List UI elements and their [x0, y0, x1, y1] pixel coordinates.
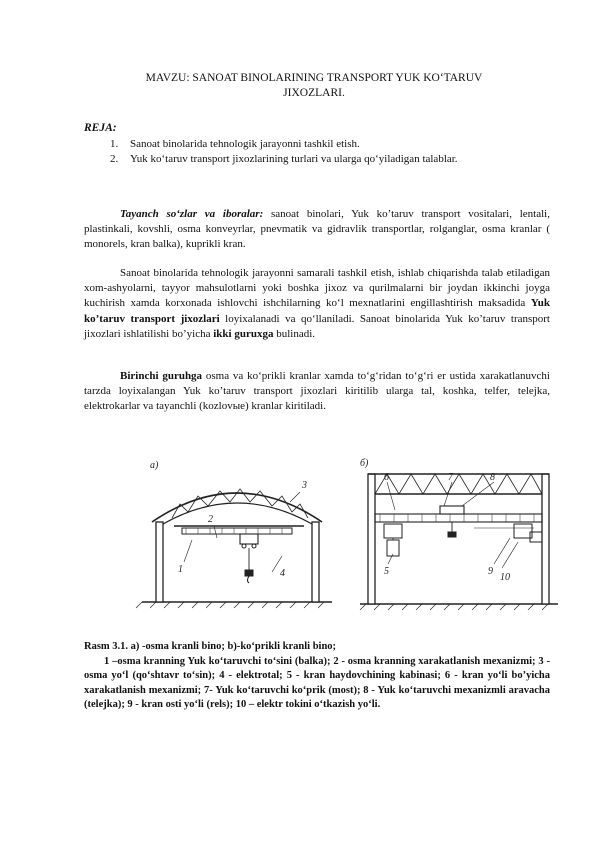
title-line-1: MAVZU: SANOAT BINOLARINING TRANSPORT YUK KO‘TARUV [145, 72, 483, 84]
figure-label-4: 4 [280, 568, 285, 579]
intro-bold-term: Yuk ko’taruv transport jixozlari [84, 297, 550, 325]
figure-label-9: 9 [488, 566, 493, 577]
intro-paragraph [84, 266, 550, 342]
page-title [84, 71, 544, 101]
crane-figure [122, 452, 562, 624]
plan-item-text: Sanoat binolarida tehnologik jarayonni tashkil etish. [130, 138, 360, 150]
first-group-paragraph [84, 369, 550, 415]
plan-list [110, 137, 550, 167]
figure-b-label: б) [360, 458, 369, 469]
figure-label-6: 6 [384, 472, 389, 483]
figure-label-8: 8 [490, 472, 495, 483]
keywords-text: sanoat binolari, Yuk ko’taruv transport vositalari, lentali, plastinkali, kovshli, osma konveyrlar, pnevmatik va gidravlik transportlar, rolganglar, osma kranlar ( monorels, kran balka), kuprikli kran. [84, 208, 550, 251]
figure-label-5: 5 [384, 566, 389, 577]
plan-item-number: 1. [110, 138, 119, 150]
intro-text-b: loyixalanadi va qo‘llaniladi. Sanoat binolarida Yuk ko’taruv transport jixozlari ishlatilishi bo’yicha [84, 312, 550, 340]
figure-label-1: 1 [178, 564, 183, 575]
figure-label-3: 3 [302, 480, 307, 491]
keywords-paragraph [84, 207, 550, 253]
keywords-heading: Tayanch so‘zlar va iboralar: [120, 208, 264, 220]
caption-legend: 1 –osma kranning Yuk ko‘taruvchi to‘sini (balka); 2 - osma kranning xarakatlanish mexanizmi; 3 - osma yo‘l (qo‘shtavr to‘sin); 4 - elektrotal; 5 - kran haydovchining kabinasi; 6 - kran yo‘li bo’yicha xarakatlanish mexanizmi; 7- Yuk ko‘taruvchi ko‘prik (most); 8 - Yuk ko‘taruvchi mexanizmli aravacha (telejka); 9 - kran osti yo‘li (rels); 10 – elektr tokini o‘tkazish yo‘li. [84, 655, 550, 710]
plan-item-text: Yuk ko‘taruv transport jixozlarining turlari va ularga qo‘yiladigan talablar. [130, 153, 458, 165]
figure-label-7: 7 [448, 472, 453, 483]
intro-text-c: bulinadi. [273, 327, 316, 340]
plan-label: REJA: [84, 122, 117, 134]
first-group-heading: Birinchi guruhga [120, 370, 203, 382]
intro-bold-groups: ikki guruxga [213, 327, 274, 340]
plan-item-number: 2. [110, 153, 119, 165]
caption-title: Rasm 3.1. a) -osma kranli bino; b)-ko‘prikli kranli bino; [84, 641, 337, 652]
figure-a-drawing [136, 489, 332, 608]
figure-b-drawing [360, 474, 558, 610]
title-line-2: JIXOZLARI. [283, 87, 345, 99]
first-group-text: osma va ko‘prikli kranlar xamda to‘g‘ridan to‘g‘ri er ustida xarakatlanuvchi tarzda loyixalangan Yuk ko’taruv transport jixozlari kiritilib ularga tal, koshka, telfer, telejka, elektrokarlar va tayanchli (kozlovые) kranlar kiritiladi. [84, 370, 550, 413]
figure-label-2: 2 [208, 514, 213, 525]
figure-a-label: a) [150, 460, 159, 471]
figure-caption [84, 640, 550, 713]
intro-text-a: Sanoat binolarida tehnologik jarayonni samarali tashkil etish, ishlab chiqarishda talab etiladigan xom-ashyolarni, tayyor mahsulotlarni yoki boshka jixoz va qurilmalarni bir joydan ikkinchi joyga kuchirish xamda korxonada ishlovchi ishchilarning ko‘l mexnatlarini engillashtirish maksadida [84, 267, 550, 310]
figure-label-10: 10 [500, 572, 510, 583]
plan-item [110, 152, 550, 167]
plan-item [110, 137, 550, 152]
